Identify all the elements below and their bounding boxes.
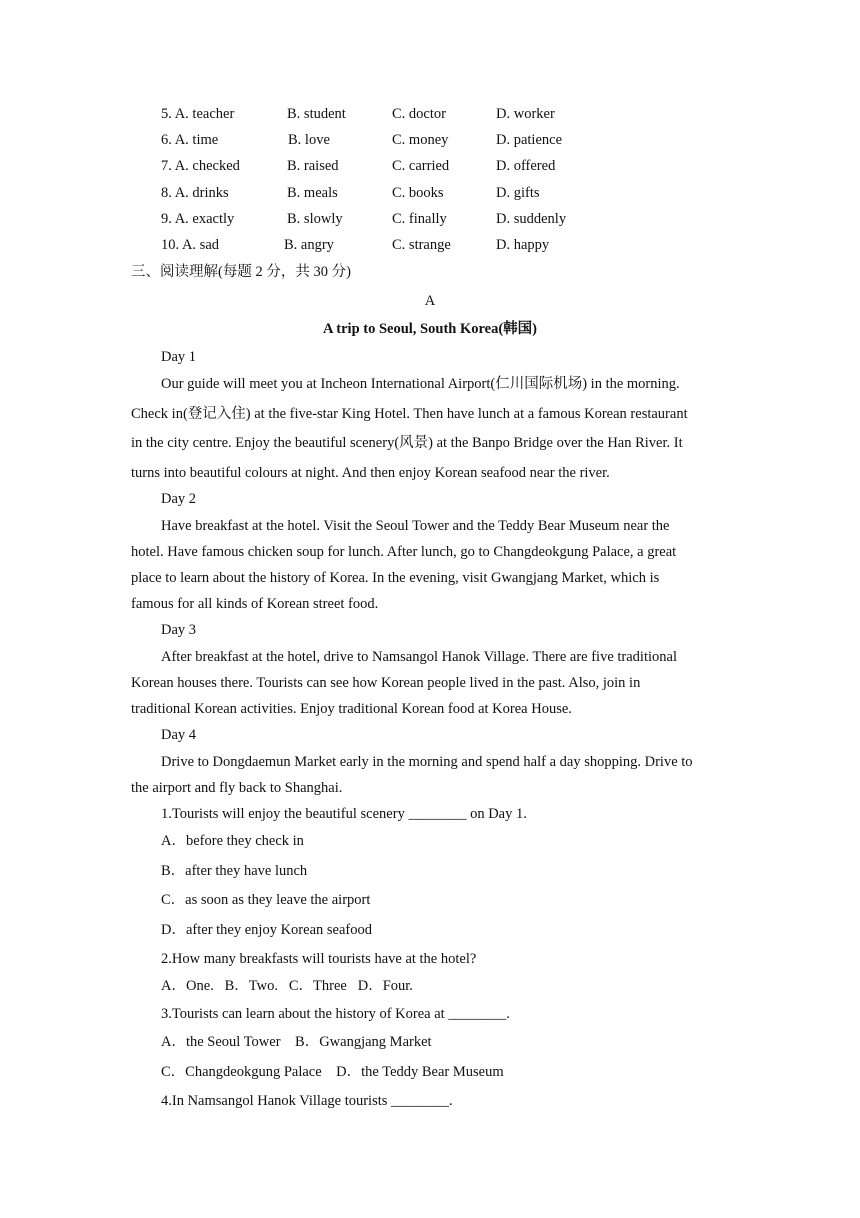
paragraph-line: After breakfast at the hotel, drive to Namsangol Hanok Village. There are five traditional: [161, 649, 677, 665]
day-paragraph: [131, 643, 726, 721]
option-d: D. happy: [496, 237, 550, 253]
option-row-9: [0, 210, 860, 228]
option-d: D. gifts: [496, 185, 540, 201]
option-row-7: [0, 157, 860, 175]
option-c: C. doctor: [392, 106, 446, 122]
passage-title: A trip to Seoul, South Korea(韩国): [322, 321, 538, 337]
paragraph-line: Our guide will meet you at Incheon International Airport(仁川国际机场) in the morning.: [161, 376, 680, 392]
question-1: 1.Tourists will enjoy the beautiful scenery ________ on Day 1.: [161, 806, 527, 822]
question-3: 3.Tourists can learn about the history of Korea at ________.: [161, 1006, 510, 1022]
option-c: C. money: [392, 132, 449, 148]
option-row-10: [0, 236, 860, 254]
option-b: B. slowly: [287, 211, 343, 227]
paragraph-line: hotel. Have famous chicken soup for lunch. After lunch, go to Changdeokgung Palace, a great: [131, 544, 677, 560]
passage-letter: A: [424, 293, 436, 309]
option-b: B. student: [287, 106, 346, 122]
day-paragraph: [131, 370, 726, 488]
option-a: 6. A. time: [161, 132, 219, 148]
paragraph-line: place to learn about the history of Korea. In the evening, visit Gwangjang Market, which is: [131, 570, 660, 586]
question-1-option-a: A．before they check in: [161, 833, 304, 849]
day-paragraph: [131, 748, 726, 800]
day-label: Day 4: [161, 727, 197, 743]
day-label: Day 2: [161, 491, 197, 507]
section-heading: 三、阅读理解(每题 2 分，共 30 分): [131, 264, 351, 280]
option-row-5: [0, 105, 860, 123]
option-row-8: [0, 184, 860, 202]
option-row-6: [0, 131, 860, 149]
question-2-options: A．One. B．Two. C．Three D．Four.: [161, 978, 413, 994]
option-d: D. offered: [496, 158, 556, 174]
option-a: 10. A. sad: [161, 237, 219, 253]
paragraph-line: Korean houses there. Tourists can see how Korean people lived in the past. Also, join in: [131, 675, 641, 691]
paragraph-line: famous for all kinds of Korean street food.: [131, 596, 379, 612]
option-a: 7. A. checked: [161, 158, 240, 174]
option-b: B. angry: [284, 237, 334, 253]
question-1-option-c: C．as soon as they leave the airport: [161, 892, 371, 908]
option-b: B. raised: [287, 158, 339, 174]
paragraph-line: Check in(登记入住) at the five-star King Hotel. Then have lunch at a famous Korean restaurant: [131, 405, 688, 422]
paragraph-line: in the city centre. Enjoy the beautiful scenery(风景) at the Banpo Bridge over the Han River. It: [131, 435, 683, 451]
option-c: C. strange: [392, 237, 451, 253]
day-label: Day 1: [161, 349, 197, 365]
question-3-options-cd: C．Changdeokgung Palace D．the Teddy Bear Museum: [161, 1064, 504, 1080]
option-c: C. finally: [392, 211, 447, 227]
day-paragraph: [131, 512, 726, 616]
option-b: B. meals: [287, 185, 338, 201]
paragraph-line: the airport and fly back to Shanghai.: [131, 780, 343, 796]
question-1-option-d: D．after they enjoy Korean seafood: [161, 922, 372, 938]
paragraph-line: Have breakfast at the hotel. Visit the Seoul Tower and the Teddy Bear Museum near the: [161, 518, 670, 534]
option-a: 8. A. drinks: [161, 185, 229, 201]
day-label: Day 3: [161, 622, 197, 638]
option-b: B. love: [288, 132, 330, 148]
question-1-option-b: B．after they have lunch: [161, 863, 308, 879]
option-a: 9. A. exactly: [161, 211, 235, 227]
question-3-options-ab: A．the Seoul Tower B．Gwangjang Market: [161, 1034, 432, 1050]
paragraph-line: Drive to Dongdaemun Market early in the morning and spend half a day shopping. Drive to: [161, 754, 693, 770]
paragraph-line: turns into beautiful colours at night. And then enjoy Korean seafood near the river.: [131, 464, 610, 481]
question-4: 4.In Namsangol Hanok Village tourists ________.: [161, 1093, 453, 1109]
option-d: D. patience: [496, 132, 563, 148]
paragraph-line: traditional Korean activities. Enjoy traditional Korean food at Korea House.: [131, 701, 572, 717]
question-2: 2.How many breakfasts will tourists have at the hotel?: [161, 951, 477, 967]
option-a: 5. A. teacher: [161, 106, 235, 122]
option-d: D. worker: [496, 106, 555, 122]
option-c: C. carried: [392, 158, 450, 174]
option-c: C. books: [392, 185, 444, 201]
option-d: D. suddenly: [496, 211, 567, 227]
